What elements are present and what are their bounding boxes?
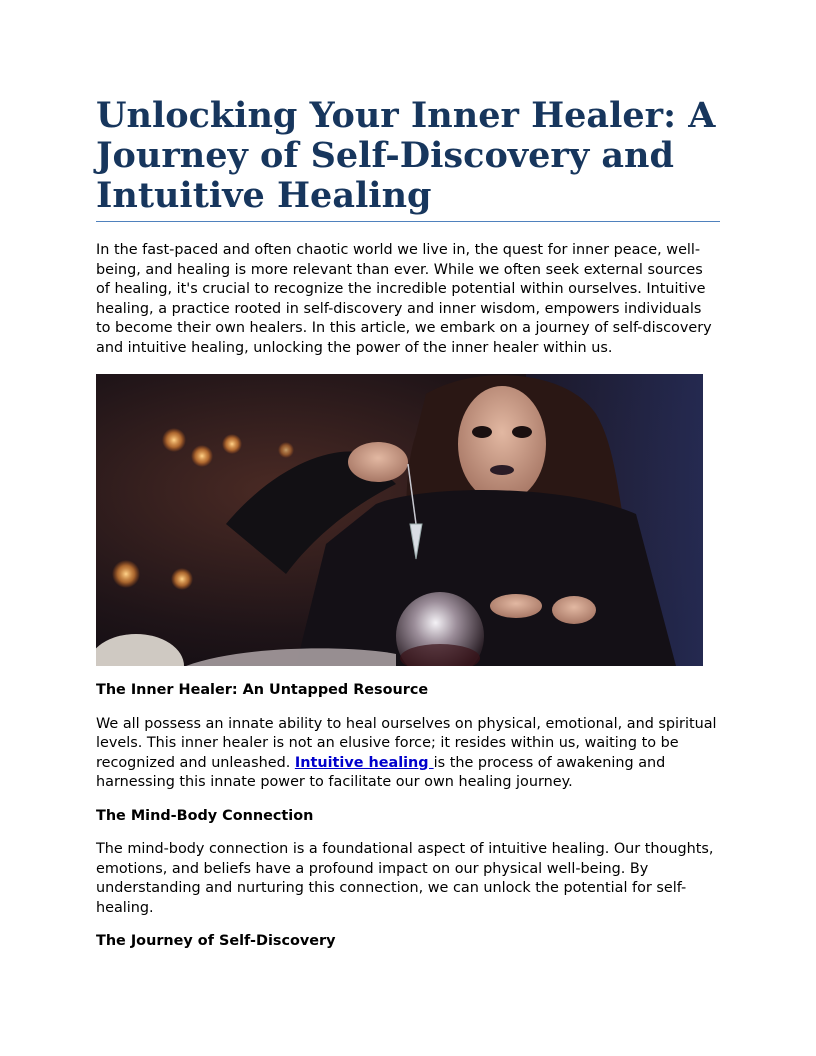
document-page [96,96,720,952]
section-heading-mind-body: The Mind-Body Connection [96,807,314,824]
section-paragraph-inner-healer [96,715,720,793]
article-image [96,374,703,666]
paragraph-text: is the process of awakening and harnessing this innate power to facilitate our own healing journey. [96,754,666,790]
paragraph-text: We all possess an innate ability to heal ourselves on physical, emotional, and spiritual levels. This inner healer is not an elusive force; it resides within us, waiting to be recognized and unleashed. [96,715,717,771]
section-heading-inner-healer: The Inner Healer: An Untapped Resource [96,682,429,698]
intuitive-healing-link[interactable]: Intuitive healing [294,754,434,771]
page-title: Unlocking Your Inner Healer: A Journey of Self-Discovery and Intuitive Healing [96,96,720,222]
section-heading-self-discovery: The Journey of Self-Discovery [96,933,336,949]
intro-paragraph: In the fast-paced and often chaotic world we live in, the quest for inner peace, well-being, and healing is more relevant than ever. While we often seek external sources of healing, it's crucial to recognize the incredible potential within ourselves. Intuitive healing, a practice rooted in self-discovery and inner wisdom, empowers individuals to become their own healers. In this article, we embark on a journey of self-discovery and intuitive healing, unlocking the power of the inner healer within us. [96,242,712,356]
section-paragraph-mind-body: The mind-body connection is a foundational aspect of intuitive healing. Our thoughts, emotions, and beliefs have a profound impact on our physical well-being. By understanding and nurturing this connection, we can unlock the potential for self-healing. [96,841,714,916]
fortune-teller-illustration [96,374,703,666]
